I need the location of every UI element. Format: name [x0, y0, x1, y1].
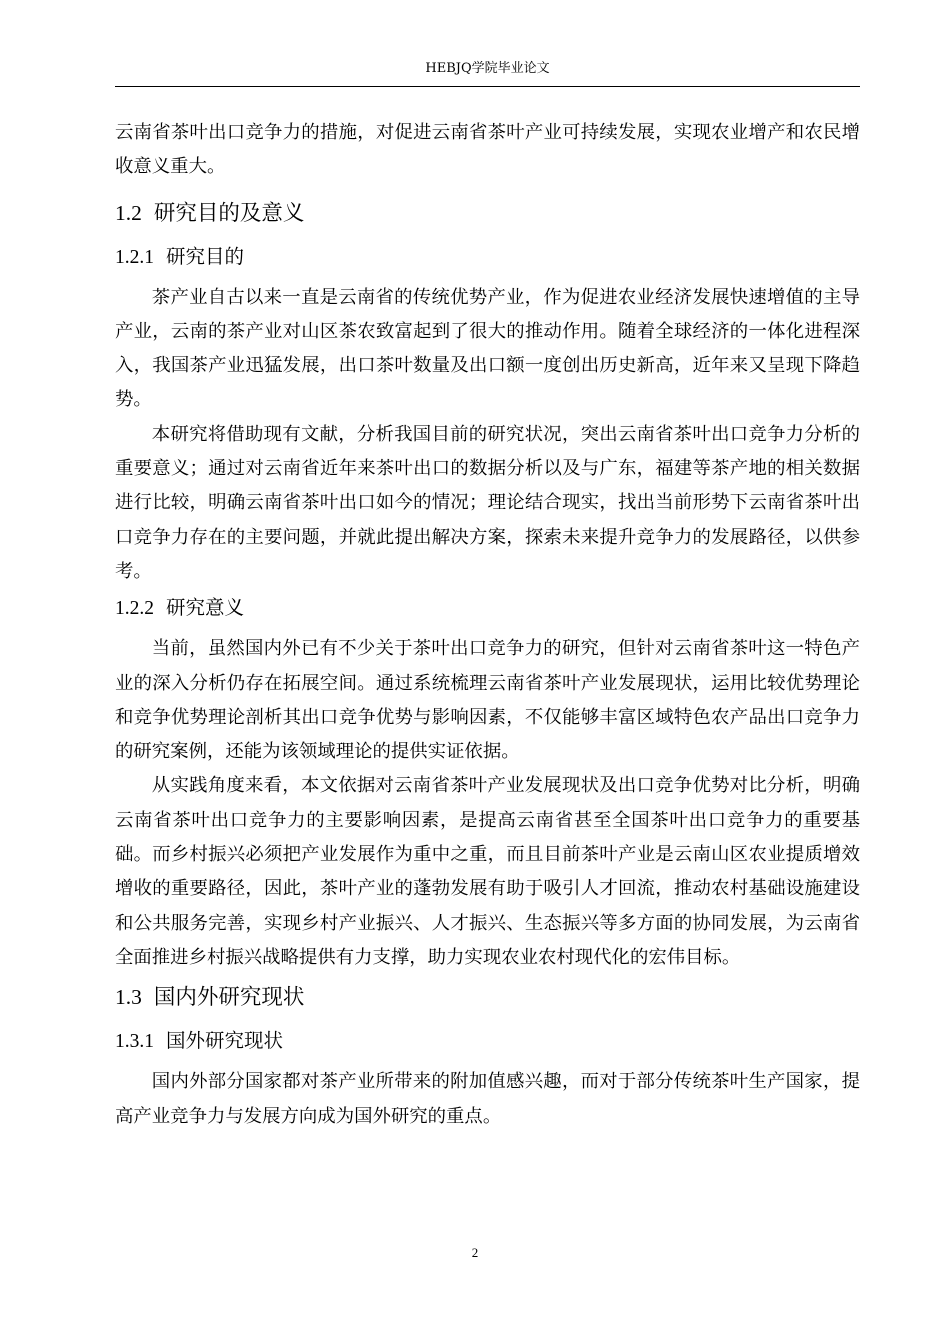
subsection-number: 1.2.1 [115, 246, 154, 268]
subsection-number: 1.2.2 [115, 598, 154, 620]
paragraph-foreign-research: 国内外部分国家都对茶产业所带来的附加值感兴趣，而对于部分传统茶叶生产国家，提高产业竞争力与发展方向成为国外研究的重点。 [115, 1071, 860, 1127]
paragraph-continued: 云南省茶叶出口竞争力的措施，对促进云南省茶叶产业可持续发展，实现农业增产和农民增收意义重大。 [115, 122, 860, 178]
subsection-heading-1-2-1 [115, 244, 860, 271]
running-header: HEBJQ学院毕业论文 [425, 61, 550, 76]
subsection-number: 1.3.1 [115, 1031, 154, 1053]
section-number: 1.2 [115, 200, 142, 225]
page-body [115, 116, 860, 1134]
subsection-heading-1-2-2 [115, 595, 860, 622]
paragraph-research-purpose-1: 茶产业自古以来一直是云南省的传统优势产业，作为促进农业经济发展快速增值的主导产业，云南的茶产业对山区茶农致富起到了很大的推动作用。随着全球经济的一体化进程深入，我国茶产业迅猛发展，出口茶叶数量及出口额一度创出历史新高，近年来又呈现下降趋势。 [115, 286, 860, 411]
section-heading-1-2 [115, 199, 860, 228]
section-title: 国内外研究现状 [153, 985, 305, 1011]
header-rule [115, 86, 860, 87]
subsection-title: 研究意义 [166, 596, 245, 620]
subsection-heading-1-3-1 [115, 1028, 860, 1055]
section-title: 研究目的及意义 [153, 200, 305, 226]
paragraph-research-significance-2: 从实践角度来看，本文依据对云南省茶叶产业发展现状及出口竞争优势对比分析，明确云南省茶叶出口竞争力的主要影响因素，是提高云南省甚至全国茶叶出口竞争力的重要基础。而乡村振兴必须把产业发展作为重中之重，而且目前茶叶产业是云南山区农业提质增效增收的重要路径，因此，茶叶产业的蓬勃发展有助于吸引人才回流，推动农村基础设施建设和公共服务完善，实现乡村产业振兴、人才振兴、生态振兴等多方面的协同发展，为云南省全面推进乡村振兴战略提供有力支撑，助力实现农业农村现代化的宏伟目标。 [115, 775, 860, 968]
page-number: 2 [471, 1245, 479, 1260]
section-heading-1-3 [115, 983, 860, 1012]
paragraph-research-purpose-2: 本研究将借助现有文献，分析我国目前的研究状况，突出云南省茶叶出口竞争力分析的重要意义；通过对云南省近年来茶叶出口的数据分析以及与广东，福建等茶产地的相关数据进行比较，明确云南省茶叶出口如今的情况；理论结合现实，找出当前形势下云南省茶叶出口竞争力存在的主要问题，并就此提出解决方案，探索未来提升竞争力的发展路径，以供参考。 [115, 423, 860, 582]
paragraph-research-significance-1: 当前，虽然国内外已有不少关于茶叶出口竞争力的研究，但针对云南省茶叶这一特色产业的深入分析仍存在拓展空间。通过系统梳理云南省茶叶产业发展现状，运用比较优势理论和竞争优势理论剖析其出口竞争优势与影响因素，不仅能够丰富区域特色农产品出口竞争力的研究案例，还能为该领域理论的提供实证依据。 [115, 638, 860, 763]
subsection-title: 国外研究现状 [166, 1029, 284, 1053]
section-number: 1.3 [115, 985, 142, 1010]
subsection-title: 研究目的 [166, 244, 245, 268]
